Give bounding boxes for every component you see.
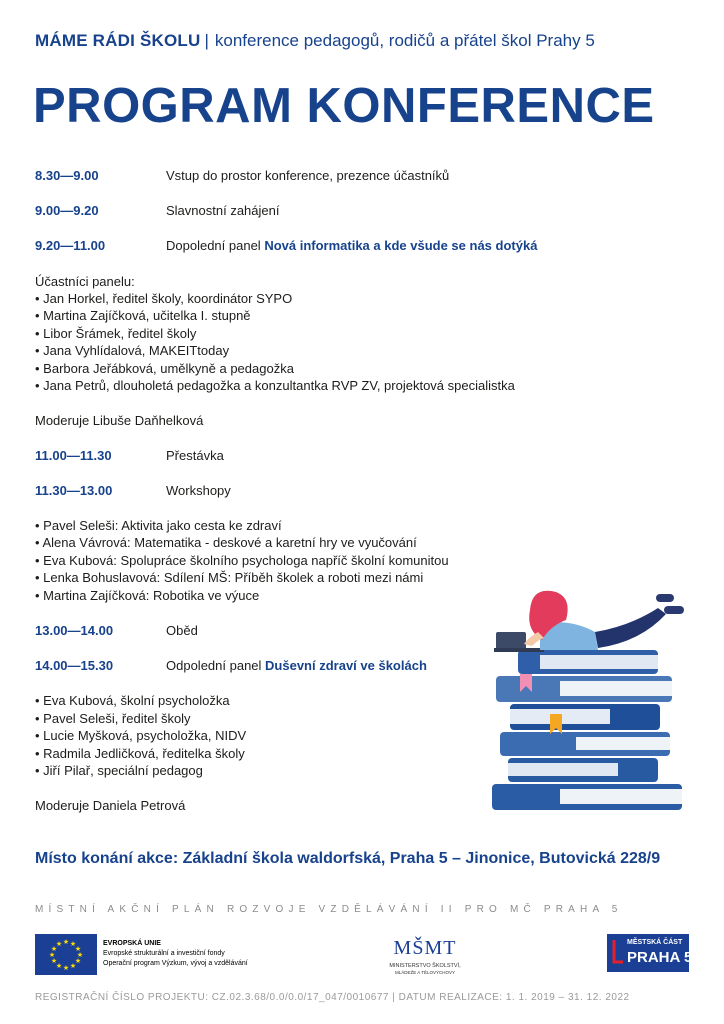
list-item: • Martina Zajíčková, učitelka I. stupně: [35, 308, 251, 323]
list-item: • Radmila Jedličková, ředitelka školy: [35, 746, 245, 761]
praha5-logo: [607, 934, 693, 972]
list-item: • Martina Zajíčková: Robotika ve výuce: [35, 588, 260, 603]
panel-heading: Účastníci panelu:: [35, 274, 135, 289]
list-item: • Jana Petrů, dlouholetá pedagožka a konzultantka RVP ZV, projektová specialistka: [35, 378, 515, 393]
praha5-line-2: PRAHA 5: [627, 949, 693, 966]
list-item: • Alena Vávrová: Matematika - deskové a karetní hry ve vyučování: [35, 535, 417, 550]
header-separator: |: [204, 31, 209, 50]
list-item: • Jiří Pilař, speciální pedagog: [35, 763, 203, 778]
list-item: • Lenka Bohuslavová: Sdílení MŠ: Příběh školek a roboti mezi námi: [35, 570, 424, 585]
eu-line-2: Evropské strukturální a investiční fondy: [103, 950, 225, 957]
svg-text:★: ★: [76, 951, 84, 959]
svg-text:★: ★: [50, 957, 58, 965]
session-7-prefix: Odpolední panel: [166, 658, 266, 673]
brand-name: MÁME RÁDI ŠKOLU: [35, 31, 201, 50]
conference-header: [35, 31, 595, 51]
eu-flag-logo: [35, 934, 97, 975]
svg-text:★: ★: [69, 940, 77, 948]
svg-text:★: ★: [74, 945, 82, 953]
eu-line-3: Operační program Výzkum, vývoj a vzdělávání: [103, 960, 248, 967]
venue-info: Místo konání akce: Základní škola waldorfská, Praha 5 – Jinonice, Butovická 228/9: [35, 850, 661, 867]
time-slot-7: 14.00—15.30: [35, 658, 114, 673]
session-7-highlight: Duševní zdraví ve školách: [265, 658, 427, 673]
list-item: • Jan Horkel, ředitel školy, koordinátor SYPO: [35, 291, 293, 306]
session-3: [166, 238, 537, 253]
svg-text:★: ★: [62, 964, 70, 972]
svg-text:★: ★: [55, 962, 63, 970]
msmt-mark: MŠMT: [393, 937, 457, 959]
list-item: • Pavel Seleši, ředitel školy: [35, 711, 191, 726]
list-item: • Eva Kubová: Spolupráce školního psychologa napříč školní komunitou: [35, 553, 449, 568]
list-item: • Pavel Seleši: Aktivita jako cesta ke zdraví: [35, 518, 282, 533]
session-2: Slavnostní zahájení: [166, 203, 280, 218]
svg-text:★: ★: [50, 945, 58, 953]
svg-text:★: ★: [48, 951, 56, 959]
session-3-highlight: Nová informatika a kde všude se nás dotýká: [264, 238, 538, 253]
msmt-line-1: MINISTERSTVO ŠKOLSTVÍ,: [389, 963, 461, 969]
list-item: • Libor Šrámek, ředitel školy: [35, 326, 197, 341]
svg-text:★: ★: [69, 962, 77, 970]
books-girl-illustration: [480, 580, 700, 812]
list-item: • Eva Kubová, školní psycholožka: [35, 693, 230, 708]
page-title: PROGRAM KONFERENCE: [33, 79, 655, 133]
session-1: Vstup do prostor konference, prezence účastníků: [166, 168, 450, 183]
time-slot-1: 8.30—9.00: [35, 168, 99, 183]
svg-text:★: ★: [62, 938, 70, 946]
list-item: • Barbora Jeřábková, umělkyně a pedagožka: [35, 361, 294, 376]
svg-text:★: ★: [74, 957, 82, 965]
list-item: • Jana Vyhlídalová, MAKEITtoday: [35, 343, 230, 358]
time-slot-4: 11.00—11.30: [35, 448, 112, 463]
praha5-line-1: MĚSTSKÁ ČÁST: [627, 939, 683, 946]
praha5-emblem-icon: [609, 934, 627, 972]
time-slot-6: 13.00—14.00: [35, 623, 114, 638]
session-5: Workshopy: [166, 483, 231, 498]
session-3-prefix: Dopolední panel: [166, 238, 265, 253]
time-slot-3: 9.20—11.00: [35, 238, 106, 253]
registration-number: REGISTRAČNÍ ČÍSLO PROJEKTU: CZ.02.3.68/0.0/0.0/17_047/0010677 | DATUM REALIZACE: 1. 1. 2019 – 31. 12. 2022: [35, 992, 630, 1003]
time-slot-2: 9.00—9.20: [35, 203, 99, 218]
project-name: MÍSTNÍ AKČNÍ PLÁN ROZVOJE VZDĚLÁVÁNÍ II PRO MČ PRAHA 5: [35, 904, 623, 915]
time-slot-5: 11.30—13.00: [35, 483, 113, 498]
conference-subtitle: konference pedagogů, rodičů a přátel škol Prahy 5: [214, 31, 595, 50]
session-7: [166, 658, 427, 673]
eu-stars-icon: [35, 934, 97, 975]
moderator-2: Moderuje Daniela Petrová: [35, 798, 186, 813]
svg-text:★: ★: [55, 940, 63, 948]
msmt-line-2: MLÁDEŽE A TĚLOVÝCHOVY: [395, 970, 455, 975]
msmt-logo: [380, 930, 470, 978]
session-6: Oběd: [166, 623, 198, 638]
moderator-1: Moderuje Libuše Daňhelková: [35, 413, 204, 428]
eu-logo-text: [103, 939, 248, 969]
list-item: • Lucie Myšková, psycholožka, NIDV: [35, 728, 247, 743]
eu-line-1: EVROPSKÁ UNIE: [103, 940, 161, 947]
session-4: Přestávka: [166, 448, 224, 463]
